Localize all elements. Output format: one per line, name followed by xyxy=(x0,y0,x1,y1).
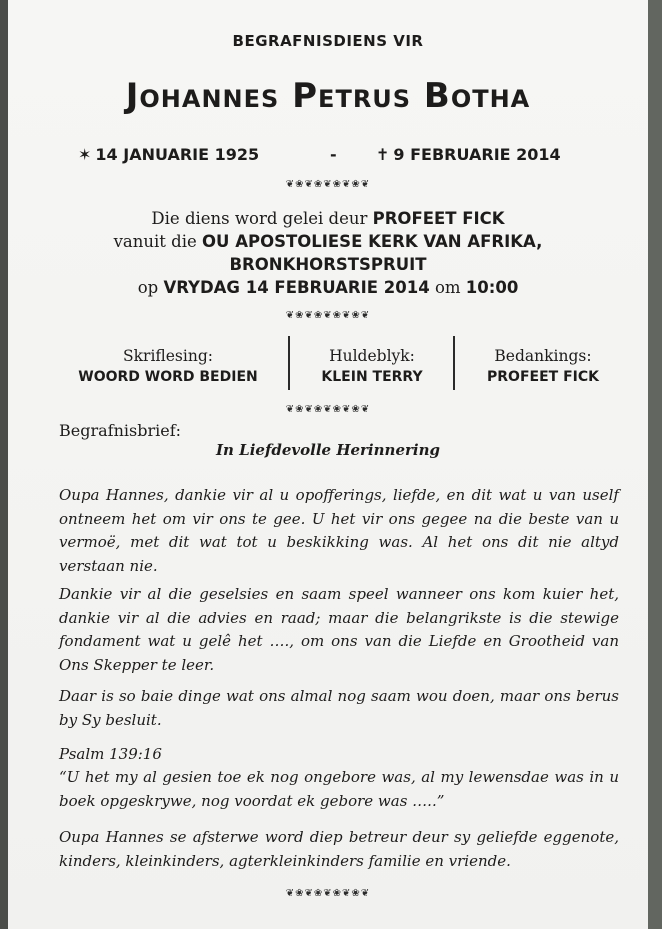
service-time: 10:00 xyxy=(465,278,519,297)
column-divider xyxy=(288,336,290,390)
ornament-divider: ❦❀❦❀❦❀❦❀❦ xyxy=(285,179,371,190)
role-label: Huldeblyk: xyxy=(329,347,415,365)
service-line-4 xyxy=(8,276,648,299)
role-tribute xyxy=(292,347,452,385)
letter-paragraph-3: Daar is so baie dinge wat ons almal nog saam wou doen, maar ons berus by Sy besluit. xyxy=(59,687,619,729)
service-leader-label: Die diens word gelei deur xyxy=(151,209,368,228)
role-value: PROFEET FICK xyxy=(487,369,599,385)
service-time-label: om xyxy=(434,278,461,297)
service-venue: OU APOSTOLIESE KERK VAN AFRIKA, xyxy=(202,232,543,251)
letter-paragraph-4: Oupa Hannes se afsterwe word diep betreur deur sy geliefde eggenote, kinders, kleinkinders, agterkleinkinders familie en vriende. xyxy=(59,828,619,870)
role-value: WOORD WORD BEDIEN xyxy=(78,369,258,385)
column-divider xyxy=(453,336,455,390)
letter-title: In Liefdevolle Herinnering xyxy=(216,441,440,459)
service-details xyxy=(8,207,648,299)
role-label: Bedankings: xyxy=(494,347,592,365)
birth-date-text: 14 JANUARIE 1925 xyxy=(95,145,260,164)
psalm-reference: Psalm 139:16 xyxy=(59,745,162,763)
funeral-program-page xyxy=(8,0,648,929)
ornament-divider: ❦❀❦❀❦❀❦❀❦ xyxy=(285,404,371,415)
service-line-3 xyxy=(8,253,648,276)
role-scripture-reading xyxy=(58,347,278,385)
letter-paragraph-2: Dankie vir al die geselsies en saam speel wanneer ons kom kuier het, dankie vir al die advies en raad; maar die belangrikste is die stewige fondament wat u gelê het …., om ons van die Liefde en Grootheid van Ons Skepper te leer. xyxy=(59,585,619,674)
service-line-1 xyxy=(8,207,648,230)
background-edge xyxy=(648,0,662,929)
role-value: KLEIN TERRY xyxy=(321,369,423,385)
role-label: Skriflesing: xyxy=(123,347,213,365)
service-town: BRONKHORSTSPRUIT xyxy=(229,255,427,274)
service-date: VRYDAG 14 FEBRUARIE 2014 xyxy=(163,278,430,297)
header-title: BEGRAFNISDIENS VIR xyxy=(232,32,424,50)
date-dash: - xyxy=(330,145,337,164)
birth-date xyxy=(78,145,259,164)
death-date xyxy=(376,145,561,164)
letter-paragraph-1: Oupa Hannes, dankie vir al u opofferings, liefde, en dit wat u van uself ontneem het om vir ons te gee. U het vir ons gegee na die beste van u vermoë, met dit wat tot u beskikking was. Al het ons dit nie altyd verstaan nie. xyxy=(59,486,619,575)
role-thanks xyxy=(458,347,628,385)
service-line-2 xyxy=(8,230,648,253)
ornament-divider: ❦❀❦❀❦❀❦❀❦ xyxy=(285,888,371,899)
letter-label: Begrafnisbrief: xyxy=(59,421,181,440)
star-icon: ✶ xyxy=(78,145,92,164)
service-date-label: op xyxy=(137,278,159,297)
death-date-text: 9 FEBRUARIE 2014 xyxy=(393,145,561,164)
deceased-name: Johannes Petrus Botha xyxy=(125,76,531,116)
service-leader: PROFEET FICK xyxy=(372,209,505,228)
psalm-text: “U het my al gesien toe ek nog ongebore was, al my lewensdae was in u boek opgeskrywe, nog voordat ek gebore was …..” xyxy=(59,768,619,810)
ornament-divider: ❦❀❦❀❦❀❦❀❦ xyxy=(285,310,371,321)
service-venue-label: vanuit die xyxy=(113,232,197,251)
cross-icon: ✝ xyxy=(376,145,390,164)
